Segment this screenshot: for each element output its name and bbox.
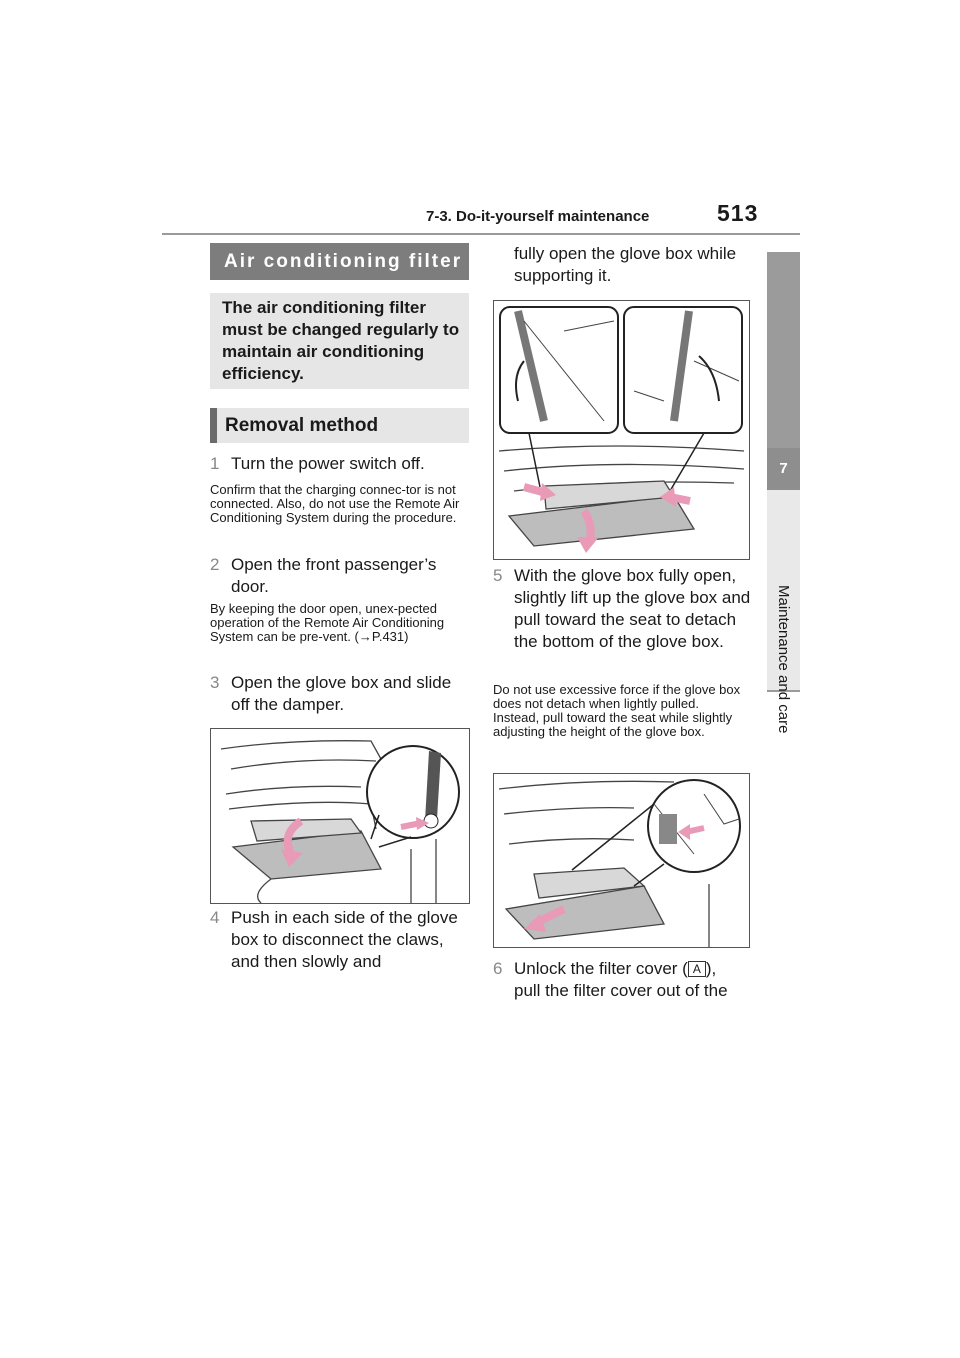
step-4: 4 Push in each side of the glove box to disconnect the claws, and then slowly and bbox=[210, 908, 458, 971]
section-heading: Air conditioning filter bbox=[210, 243, 469, 280]
step-4-continued: fully open the glove box while supporting it. bbox=[514, 244, 737, 285]
step-2-note: By keeping the door open, unex-pected operation of the Remote Air Conditioning System can be pre-vent. (→P.431) bbox=[210, 601, 445, 644]
step-6: 6 Unlock the filter cover ( A ), pull the filter cover out of the bbox=[493, 959, 728, 1000]
step-3: 3 Open the glove box and slide off the damper. bbox=[210, 673, 452, 714]
page-number: 513 bbox=[717, 200, 759, 226]
figure-glove-box-detach bbox=[493, 773, 750, 948]
step-5: 5 With the glove box fully open, slightly lift up the glove box and pull toward the seat to detach the bottom of the glove box. bbox=[493, 566, 751, 651]
step-1-note: Confirm that the charging connec-tor is not connected. Also, do not use the Remote Air Conditioning System during the procedure. bbox=[210, 482, 460, 525]
running-header: 7-3. Do-it-yourself maintenance bbox=[426, 208, 650, 225]
figure-glove-box-damper bbox=[210, 728, 470, 904]
intro-box: The air conditioning filter must be changed regularly to maintain air conditioning efficiency. bbox=[210, 293, 469, 389]
chapter-number: 7 bbox=[767, 448, 800, 490]
figure-glove-box-claws bbox=[493, 300, 750, 560]
step-2: 2 Open the front passenger’s door. bbox=[210, 555, 437, 596]
subheading: Removal method bbox=[210, 408, 469, 443]
callout-label: A bbox=[688, 961, 706, 977]
chapter-label bbox=[768, 592, 799, 609]
step-1: 1 Turn the power switch off. bbox=[210, 454, 425, 473]
step-5-note: Do not use excessive force if the glove box does not detach when lightly pulled. Instead, pull toward the seat while slightly adjusting the height of the glove box. bbox=[493, 682, 741, 739]
header-rule bbox=[162, 233, 800, 235]
